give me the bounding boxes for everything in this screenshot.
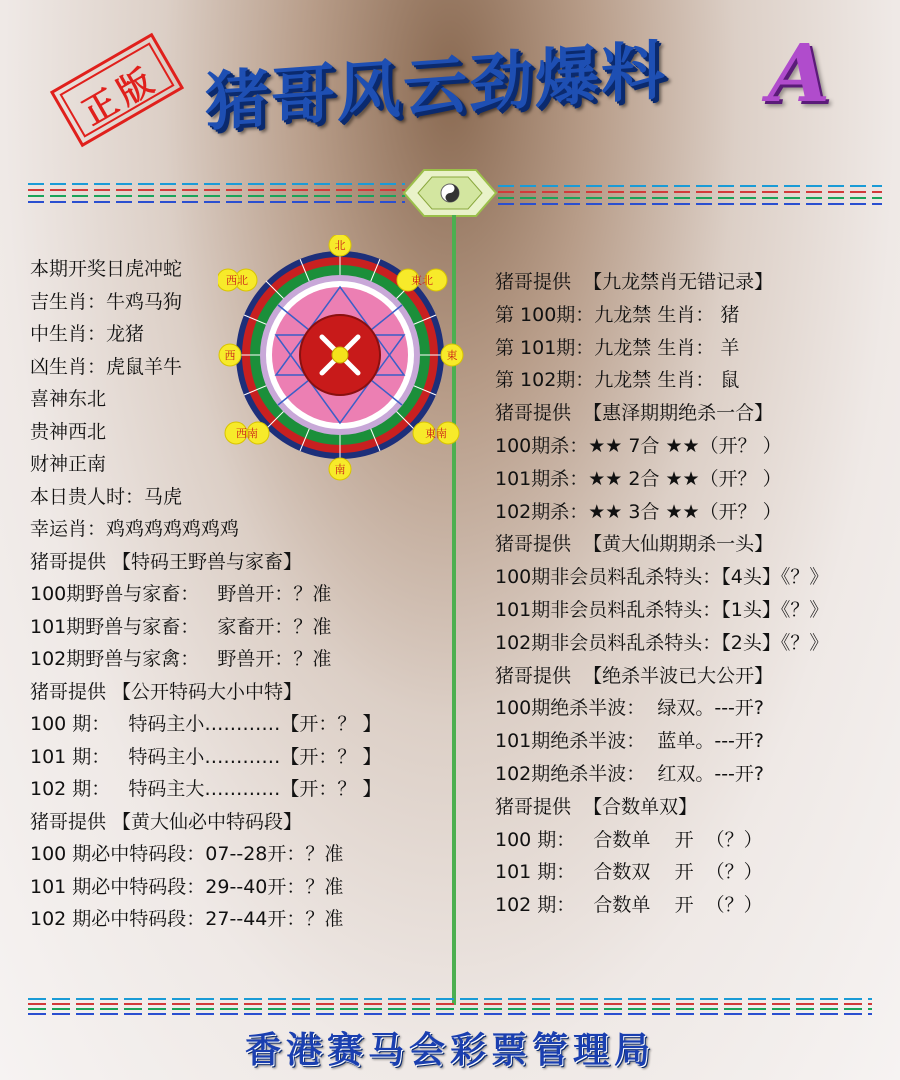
left-column: [30, 253, 381, 936]
right-line: 猪哥提供 【绝杀半波已大公开】: [495, 664, 774, 687]
compass-nw: 西北: [226, 274, 248, 287]
left-line: 101期野兽与家畜： 家畜开：？准: [30, 615, 332, 638]
right-line: 100期杀：★★ 7合 ★★（开？ ）: [495, 434, 782, 457]
right-line: 101期非会员料乱杀特头：【1头】《？》: [495, 598, 829, 621]
right-line: 100 期： 合数单 开 （？）: [495, 828, 763, 851]
right-line: 100期非会员料乱杀特头：【4头】《？》: [495, 566, 829, 589]
bagua-emblem-icon: [402, 168, 498, 218]
left-line: 幸运肖：鸡鸡鸡鸡鸡鸡鸡: [30, 518, 240, 540]
footer-issuer: 香港赛马会彩票管理局: [244, 1029, 655, 1071]
left-line: 猪哥提供 【黄大仙必中特码段】: [30, 810, 303, 833]
right-line: 第 100期：九龙禁 生肖： 猪: [495, 303, 740, 326]
right-line: 第 101期：九龙禁 生肖： 羊: [495, 336, 740, 359]
right-column: [495, 266, 828, 922]
genuine-stamp: [50, 33, 184, 147]
compass-n: 北: [334, 239, 346, 252]
left-line: 中生肖：龙猪: [30, 323, 145, 345]
left-line: 101 期： 特码主小…………【开：？ 】: [30, 745, 382, 768]
left-line: 102期野兽与家禽： 野兽开：？准: [30, 648, 332, 670]
left-line: 本日贵人时：马虎: [30, 485, 183, 508]
right-line: 猪哥提供 【黄大仙期期杀一头】: [495, 533, 774, 556]
right-line: 102期绝杀半波： 红双。---开?: [495, 762, 764, 785]
right-line: 101期杀：★★ 2合 ★★（开？ ）: [495, 467, 782, 490]
left-line: 凶生肖：虎鼠羊牛: [30, 355, 183, 378]
right-line: 猪哥提供 【合数单双】: [495, 795, 698, 818]
compass-w: 西: [224, 349, 236, 362]
left-line: 吉生肖：牛鸡马狗: [30, 290, 183, 313]
left-line: 101 期必中特码段：29--40开：？准: [30, 875, 344, 898]
left-line: 102 期： 特码主大…………【开：？ 】: [30, 778, 382, 800]
left-line: 财神正南: [30, 453, 107, 475]
left-line: 100期野兽与家畜： 野兽开：？准: [30, 583, 332, 605]
left-line: 102 期必中特码段：27--44开：？准: [30, 908, 344, 930]
page-title: 猪哥风云劲爆料: [205, 33, 667, 141]
right-line: 100期绝杀半波： 绿双。---开?: [495, 697, 764, 720]
left-line: 喜神东北: [30, 388, 107, 410]
left-line: 100 期必中特码段：07--28开：？准: [30, 843, 344, 865]
right-line: 101 期： 合数双 开 （？）: [495, 861, 763, 884]
left-line: 本期开奖日虎冲蛇: [30, 258, 183, 280]
compass-s: 南: [334, 463, 346, 476]
right-line: 101期绝杀半波： 蓝单。---开?: [495, 730, 764, 753]
compass-e: 東: [446, 349, 458, 362]
right-line: 102期杀：★★ 3合 ★★（开？ ）: [495, 500, 782, 523]
right-line: 猪哥提供 【惠泽期期绝杀一合】: [495, 402, 774, 425]
stamp-text: 正版: [75, 58, 166, 134]
right-line: 第 102期：九龙禁 生肖： 鼠: [495, 369, 740, 392]
left-line: 猪哥提供 【公开特码大小中特】: [30, 680, 303, 703]
left-line: 100 期： 特码主小…………【开：？ 】: [30, 713, 382, 735]
right-line: 102期非会员料乱杀特头：【2头】《？》: [495, 631, 829, 654]
edition-letter: A: [768, 26, 831, 120]
compass-se: 東南: [425, 427, 447, 440]
left-line: 贵神西北: [30, 420, 107, 443]
right-line: 102 期： 合数单 开 （？）: [495, 894, 763, 917]
right-line: 猪哥提供 【九龙禁肖无错记录】: [495, 271, 774, 293]
compass-sw: 西南: [236, 427, 258, 440]
bottom-divider: [0, 995, 900, 1020]
left-line: 猪哥提供 【特码王野兽与家畜】: [30, 550, 303, 573]
compass-ne: 東北: [411, 274, 433, 287]
